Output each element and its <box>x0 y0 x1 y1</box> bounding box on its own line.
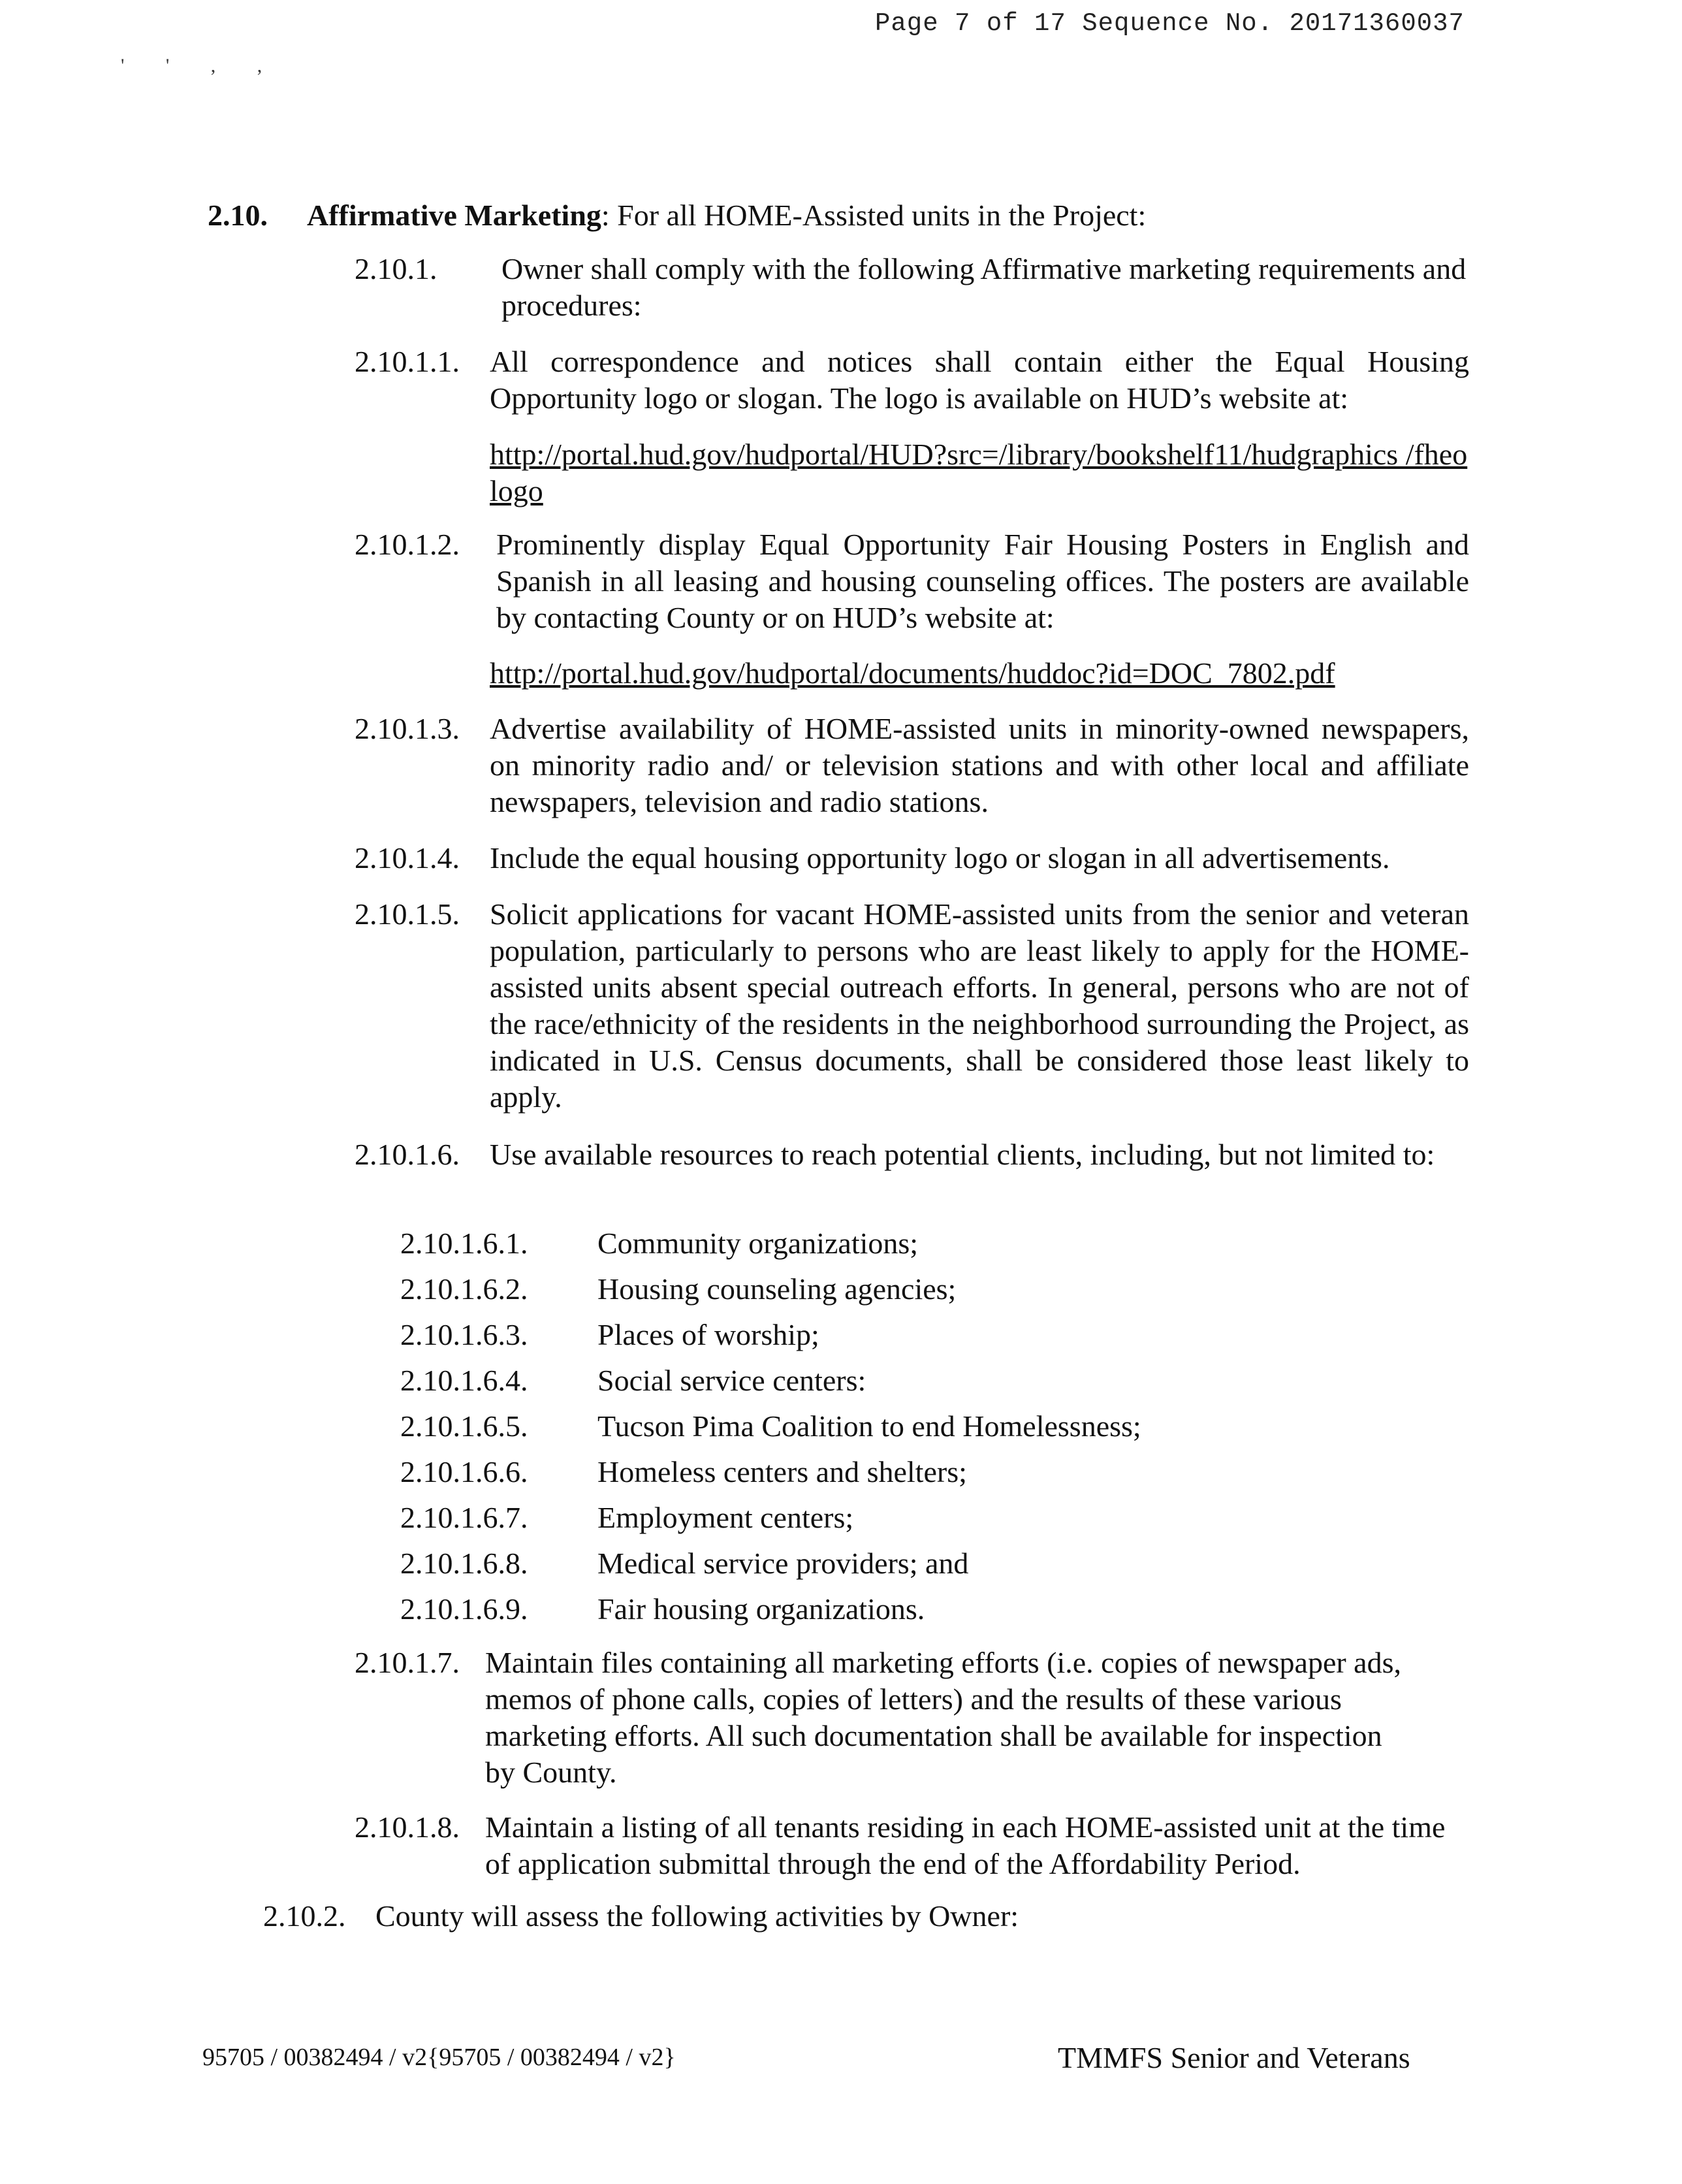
resource-number: 2.10.1.6.3. <box>400 1318 528 1351</box>
hud-posters-link[interactable]: http://portal.hud.gov/hudportal/documents/huddoc?id=DOC_7802.pdf <box>490 656 1335 690</box>
item-text: Include the equal housing opportunity logo or slogan in all advertisements. <box>490 841 1390 875</box>
subsection-text: Owner shall comply with the following Affirmative marketing requirements and procedures: <box>501 252 1467 322</box>
section-heading <box>307 197 1146 234</box>
resource-text: Places of worship; <box>597 1318 819 1351</box>
scan-specks: ' ' , , <box>121 55 281 76</box>
resource-number: 2.10.1.6.2. <box>400 1272 528 1306</box>
resource-text: Social service centers: <box>597 1364 866 1397</box>
item-text: All correspondence and notices shall contain either the Equal Housing Opportunity logo or slogan. The logo is available on HUD’s website at: <box>490 345 1469 415</box>
item-number: 2.10.1.8. <box>355 1810 460 1844</box>
section-title: Affirmative Marketing <box>307 199 601 232</box>
subsection-number: 2.10.2. <box>263 1899 346 1933</box>
item-text: Prominently display Equal Opportunity Fair Housing Posters in English and Spanish in all leasing and housing counseling offices. The posters are available by contacting County or on HUD’s website at: <box>496 528 1469 634</box>
resource-text: Medical service providers; and <box>597 1547 969 1580</box>
section-number: 2.10. <box>208 199 268 232</box>
resource-number: 2.10.1.6.8. <box>400 1547 528 1580</box>
item-number: 2.10.1.2. <box>355 528 460 561</box>
item-text: Maintain files containing all marketing efforts (i.e. copies of newspaper ads, memos of phone calls, copies of letters) and the results of these various marketing efforts. All such documentation shall be available for inspection by County. <box>485 1646 1401 1789</box>
item-number: 2.10.1.1. <box>355 345 460 378</box>
hud-logo-link[interactable]: http://portal.hud.gov/hudportal/HUD?src=/library/bookshelf11/hudgraphics /fheologo <box>490 438 1468 507</box>
resource-text: Homeless centers and shelters; <box>597 1455 967 1488</box>
item-number: 2.10.1.3. <box>355 712 460 745</box>
item-number: 2.10.1.5. <box>355 897 460 931</box>
item-text: Solicit applications for vacant HOME-assisted units from the senior and veteran population, particularly to persons who are least likely to apply for the HOME-assisted units absent special outreach efforts. In general, persons who are not of the race/ethnicity of the residents in the neighborhood surrounding the Project, as indicated in U.S. Census documents, shall be considered those least likely to apply. <box>490 897 1469 1114</box>
item-number: 2.10.1.6. <box>355 1138 460 1171</box>
resource-number: 2.10.1.6.6. <box>400 1455 528 1488</box>
resource-number: 2.10.1.6.5. <box>400 1409 528 1443</box>
subsection-text: County will assess the following activities by Owner: <box>375 1899 1019 1933</box>
resource-text: Community organizations; <box>597 1227 919 1260</box>
item-text: Use available resources to reach potential clients, including, but not limited to: <box>490 1138 1435 1171</box>
footer-project: TMMFS Senior and Veterans <box>1058 2041 1410 2074</box>
resource-text: Tucson Pima Coalition to end Homelessness; <box>597 1409 1141 1443</box>
resource-text: Employment centers; <box>597 1501 854 1534</box>
item-number: 2.10.1.7. <box>355 1646 460 1679</box>
section-intro: : For all HOME-Assisted units in the Project: <box>601 199 1147 232</box>
item-text: Advertise availability of HOME-assisted units in minority-owned newspapers, on minority radio and/ or television stations and with other local and affiliate newspapers, television and radio stations. <box>490 712 1469 818</box>
resource-number: 2.10.1.6.1. <box>400 1227 528 1260</box>
resource-number: 2.10.1.6.4. <box>400 1364 528 1397</box>
resource-text: Housing counseling agencies; <box>597 1272 957 1306</box>
page-header: Page 7 of 17 Sequence No. 20171360037 <box>875 9 1465 38</box>
subsection-number: 2.10.1. <box>355 252 437 285</box>
resource-text: Fair housing organizations. <box>597 1592 925 1626</box>
item-text: Maintain a listing of all tenants residing in each HOME-assisted unit at the time of application submittal through the end of the Affordability Period. <box>485 1810 1446 1880</box>
resource-number: 2.10.1.6.9. <box>400 1592 528 1626</box>
resource-number: 2.10.1.6.7. <box>400 1501 528 1534</box>
footer-doc-id: 95705 / 00382494 / v2{95705 / 00382494 / v2} <box>202 2044 676 2071</box>
item-number: 2.10.1.4. <box>355 841 460 875</box>
